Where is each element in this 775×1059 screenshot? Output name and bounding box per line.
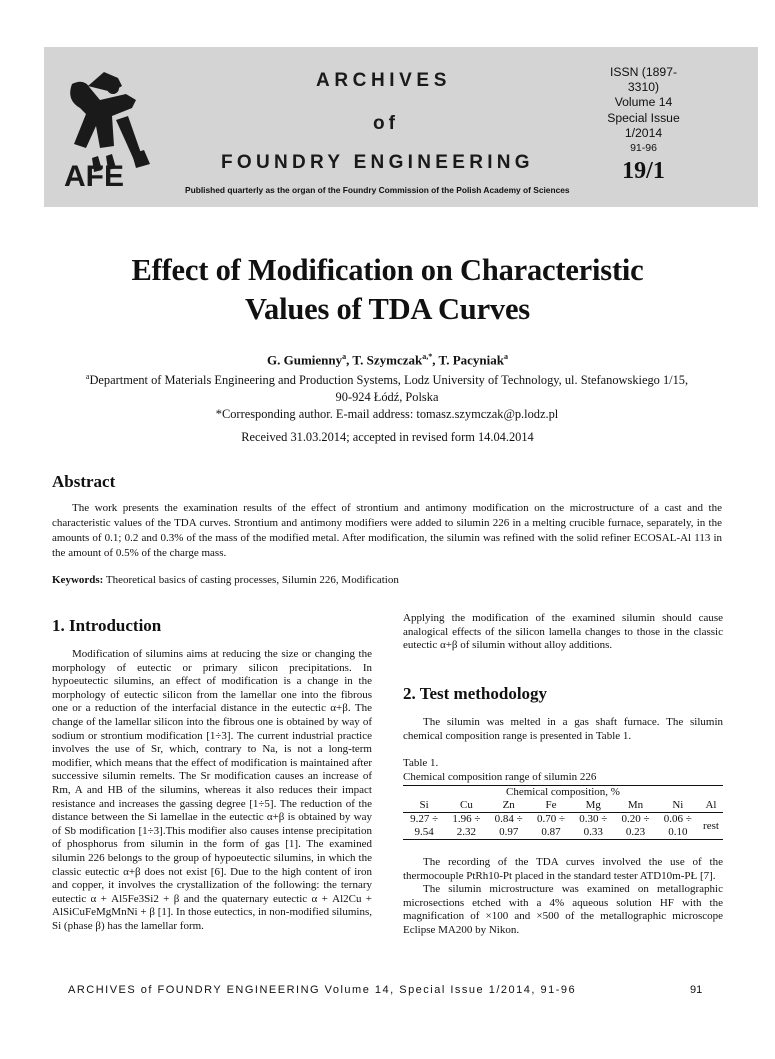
special-issue: Special Issue (607, 110, 680, 125)
recording-text: The recording of the TDA curves involved the use of the thermocouple PtRh10-Pt placed in the standard tester ATD10m-PŁ [7]. (403, 856, 723, 882)
table-cell: 0.87 (530, 826, 572, 840)
table-cell: 2.32 (445, 826, 487, 840)
intro-heading: 1. Introduction (52, 616, 162, 635)
affiliation (52, 368, 722, 423)
keywords-list: Theoretical basics of casting processes, Silumin 226, Modification (105, 574, 399, 586)
table-cell: 0.20 ÷ (621, 813, 650, 825)
issue-info (596, 65, 691, 156)
table-cell: 0.30 ÷ (579, 813, 608, 825)
table-cell: 0.70 ÷ (536, 813, 565, 825)
logo-text: AFE (64, 160, 124, 188)
affiliation-line2: 90-924 Łódź, Polska (335, 390, 439, 405)
author-name: T. Pacyniak (438, 352, 504, 368)
table-col-header: Zn (488, 799, 530, 813)
table-cell: 0.10 (657, 826, 699, 840)
table-cell: 0.97 (488, 826, 530, 840)
journal-name-line2: of (373, 113, 399, 134)
table-col-header: Al (699, 799, 723, 813)
affiliation-sup: a (85, 372, 90, 381)
test-methodology-heading: 2. Test methodology (403, 684, 548, 703)
author-sup: a (503, 352, 508, 361)
table-cell: 1.96 ÷ (452, 813, 481, 825)
table-cell: 9.27 ÷ (410, 813, 439, 825)
test-methodology-text: The silumin was melted in a gas shaft furnace. The silumin chemical composition range is presented in Table 1. (403, 716, 723, 742)
affiliation-line1: Department of Materials Engineering and Production Systems, Lodz University of Technology, ul. Stefanowskiego 1/15, (89, 373, 689, 388)
table-cell: 0.33 (572, 826, 614, 840)
keywords (52, 574, 722, 586)
table-col-header: Fe (530, 799, 572, 813)
author-sup: a,* (422, 352, 433, 361)
journal-name-line1: ARCHIVES (316, 70, 451, 91)
table-cell: 9.54 (403, 826, 445, 840)
table-caption (403, 757, 596, 784)
issue-number: 1/2014 (624, 125, 663, 140)
table-cell-al: rest (699, 813, 723, 840)
title-line2: Values of TDA Curves (245, 292, 530, 326)
published-note: Published quarterly as the organ of the Foundry Commission of the Polish Academy of Sciences (185, 185, 570, 195)
table-label: Table 1. (403, 757, 439, 769)
table-col-header: Mn (614, 799, 656, 813)
microstructure-text: The silumin microstructure was examined on metallographic microsections etched with a 4% aqueous solution HF with the magnification of ×100 and ×500 of the metallographic microscope Eclipse MA200 by Nikon. (403, 883, 723, 936)
table-cell: 0.06 ÷ (663, 813, 692, 825)
page-number: 91 (690, 984, 703, 996)
received-dates: Received 31.03.2014; accepted in revised form 14.04.2014 (241, 430, 534, 444)
authors: G. Gumienny$^a$, T. Szymczak$^{a,*}$, T. Pacyniak$^a$ (267, 352, 508, 368)
right-col-paragraph: Applying the modification of the examined silumin should cause analogical effects of the silicon lamella changes to those in the classic eutectic α+β of silumin without alloy additions. (403, 612, 723, 652)
issn: ISSN (1897-3310) (609, 65, 678, 95)
abstract-text: The work presents the examination results of the effect of strontium and antimony modification on the microstructure of a cast and the characteristic values of the TDA curves. Strontium and antimony modifiers were added to silumin 226 in a melting crucible furnace, separately, in the amounts of 0.1; 0.2 and 0.3% of the mass of the modified metal. After modification, the silumin was refined with the solid refiner ECOSAL-Al 113 in the amount of 0.5% of the charge mass. (52, 502, 722, 559)
table-title: Chemical composition range of silumin 226 (403, 770, 597, 783)
journal-name-line3: FOUNDRY ENGINEERING (221, 152, 534, 173)
abstract-heading: Abstract (52, 472, 116, 491)
article-title (44, 251, 731, 329)
intro-text: Modification of silumins aims at reducing the size or changing the morphology of eutectic or primary silicon precipitations. In hypoeutectic silumins, an effect of modification is a change in the morphology of eutectic silicon from the lamellar one into the fibrous one or a reduction of the interfacial distance in the eutectic α+β. The change of the lamellar silicon into the fibrous one is obtained by way of sodium or strontium modification [1÷3]. The current industrial practice involves the use of Sr, which, contrary to Na, is not a long-term modifier, which means that the effect of modification is maintained after successive silumin remelts. The Sr modification causes an increase of Rm, A and HB of the silumins, whereas it also reduces their impact resistance and increases the gassing degree [1÷5]. The reduction of the distance between the Si lamellae in the eutectic α+β is obtained by way of Sb modification [1÷3].This modifier also causes intense precipitation of phosphorus from silumin in the form of gas [1]. The examined silumin 226 belongs to the group of hypoeutectic silumins, in which the classic eutectic α+β does not exist [6]. Due to the high content of iron and copper, it involves the crystallization of the following: the ternary eutectic α + Al5Fe3Si2 + β and the quaternary eutectic α + Al2Cu + AlSiCuFeMgMnNi + β [1]. In those eutectics, in non-modified silumins, Si (phase β) has the lamellar form. (52, 648, 372, 932)
page-range: 91-96 (630, 142, 657, 155)
page-footer: ARCHIVES of FOUNDRY ENGINEERING Volume 14, Special Issue 1/2014, 91-96 (68, 984, 577, 996)
title-line1: Effect of Modification on Characteristic (131, 253, 644, 287)
article-number: 19/1 (622, 158, 665, 184)
journal-logo (58, 58, 156, 188)
table-col-header: Si (403, 799, 445, 813)
table-cell: 0.84 ÷ (494, 813, 523, 825)
table-col-header: Mg (572, 799, 614, 813)
table-col-header: Cu (445, 799, 487, 813)
table-col-header: Ni (657, 799, 699, 813)
composition-table (403, 785, 723, 840)
author-name: T. Szymczak (352, 352, 423, 368)
table-cell: 0.23 (614, 826, 656, 840)
volume: Volume 14 (614, 95, 673, 110)
table-group-header: Chemical composition, % (403, 786, 723, 800)
keywords-label: Keywords: (52, 574, 104, 586)
author-name: G. Gumienny (267, 352, 343, 368)
corresponding-author: *Corresponding author. E-mail address: tomasz.szymczak@p.lodz.pl (215, 407, 559, 422)
author-sup: a (342, 352, 347, 361)
